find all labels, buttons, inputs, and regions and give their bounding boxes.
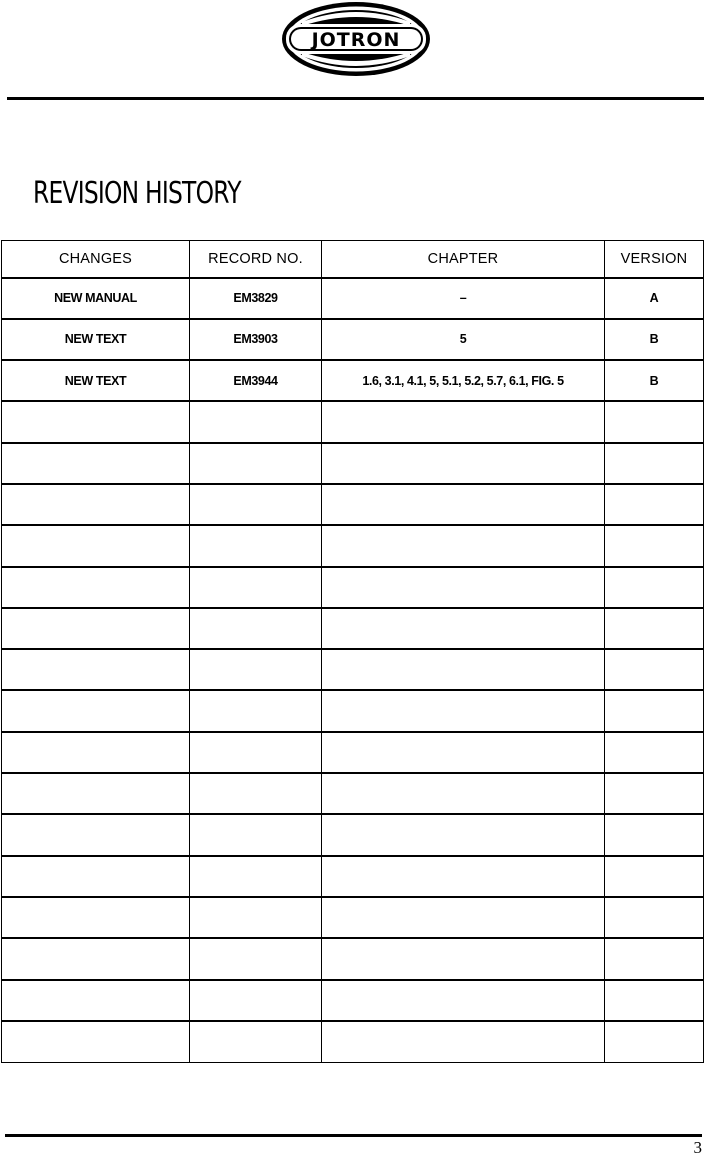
cell-record-no bbox=[190, 401, 322, 442]
table-row bbox=[2, 401, 704, 442]
column-header-changes: CHANGES bbox=[2, 241, 190, 278]
cell-chapter: – bbox=[322, 278, 605, 319]
cell-version bbox=[605, 649, 704, 690]
table-row bbox=[2, 360, 704, 401]
cell-record-no bbox=[190, 773, 322, 814]
cell-version bbox=[605, 1021, 704, 1062]
cell-chapter bbox=[322, 443, 605, 484]
cell-version: B bbox=[605, 319, 704, 360]
cell-version bbox=[605, 401, 704, 442]
table-row bbox=[2, 980, 704, 1021]
table-row bbox=[2, 443, 704, 484]
revision-table bbox=[1, 240, 704, 1063]
table-row bbox=[2, 278, 704, 319]
cell-record-no bbox=[190, 690, 322, 731]
cell-chapter bbox=[322, 1021, 605, 1062]
cell-changes bbox=[2, 897, 190, 938]
cell-record-no bbox=[190, 732, 322, 773]
column-header-version: VERSION bbox=[605, 241, 704, 278]
cell-version bbox=[605, 938, 704, 979]
cell-chapter bbox=[322, 567, 605, 608]
table-row bbox=[2, 897, 704, 938]
cell-record-no bbox=[190, 649, 322, 690]
table-row bbox=[2, 649, 704, 690]
cell-changes bbox=[2, 732, 190, 773]
cell-record-no bbox=[190, 443, 322, 484]
cell-changes bbox=[2, 980, 190, 1021]
cell-record-no bbox=[190, 567, 322, 608]
cell-record-no bbox=[190, 897, 322, 938]
footer-divider bbox=[5, 1134, 702, 1137]
cell-chapter bbox=[322, 814, 605, 855]
table-row bbox=[2, 773, 704, 814]
table-row bbox=[2, 814, 704, 855]
cell-record-no: EM3903 bbox=[190, 319, 322, 360]
cell-record-no bbox=[190, 856, 322, 897]
logo-text: JOTRON bbox=[311, 29, 401, 51]
cell-record-no bbox=[190, 980, 322, 1021]
cell-chapter bbox=[322, 649, 605, 690]
cell-changes: NEW MANUAL bbox=[2, 278, 190, 319]
cell-record-no: EM3829 bbox=[190, 278, 322, 319]
page-number: 3 bbox=[693, 1138, 702, 1157]
cell-changes: NEW TEXT bbox=[2, 360, 190, 401]
cell-chapter bbox=[322, 484, 605, 525]
column-header-chapter: CHAPTER bbox=[322, 241, 605, 278]
page-title: REVISION HISTORY bbox=[33, 176, 241, 211]
table-row bbox=[2, 856, 704, 897]
cell-version bbox=[605, 525, 704, 566]
cell-changes bbox=[2, 1021, 190, 1062]
cell-version bbox=[605, 484, 704, 525]
column-header-record-no: RECORD NO. bbox=[190, 241, 322, 278]
table-row bbox=[2, 567, 704, 608]
table-row bbox=[2, 484, 704, 525]
cell-version bbox=[605, 690, 704, 731]
table-row bbox=[2, 690, 704, 731]
cell-version bbox=[605, 608, 704, 649]
cell-version bbox=[605, 443, 704, 484]
table-row bbox=[2, 732, 704, 773]
cell-changes bbox=[2, 690, 190, 731]
cell-version bbox=[605, 773, 704, 814]
cell-chapter bbox=[322, 525, 605, 566]
cell-chapter bbox=[322, 980, 605, 1021]
cell-changes bbox=[2, 608, 190, 649]
table-row bbox=[2, 608, 704, 649]
cell-chapter bbox=[322, 608, 605, 649]
cell-record-no bbox=[190, 814, 322, 855]
cell-chapter bbox=[322, 690, 605, 731]
cell-chapter bbox=[322, 938, 605, 979]
cell-chapter bbox=[322, 732, 605, 773]
cell-changes bbox=[2, 567, 190, 608]
cell-changes bbox=[2, 525, 190, 566]
cell-version bbox=[605, 897, 704, 938]
cell-record-no bbox=[190, 525, 322, 566]
cell-record-no bbox=[190, 938, 322, 979]
jotron-logo bbox=[280, 0, 432, 78]
cell-version bbox=[605, 980, 704, 1021]
table-row bbox=[2, 938, 704, 979]
table-header-row bbox=[2, 241, 704, 278]
cell-changes bbox=[2, 814, 190, 855]
cell-changes: NEW TEXT bbox=[2, 319, 190, 360]
cell-chapter bbox=[322, 773, 605, 814]
cell-record-no: EM3944 bbox=[190, 360, 322, 401]
cell-version bbox=[605, 856, 704, 897]
cell-record-no bbox=[190, 1021, 322, 1062]
cell-version bbox=[605, 567, 704, 608]
cell-changes bbox=[2, 484, 190, 525]
table-row bbox=[2, 1021, 704, 1062]
table-row bbox=[2, 319, 704, 360]
cell-changes bbox=[2, 773, 190, 814]
header-divider bbox=[7, 97, 704, 100]
cell-chapter: 5 bbox=[322, 319, 605, 360]
cell-changes bbox=[2, 401, 190, 442]
cell-chapter bbox=[322, 401, 605, 442]
revision-table-body bbox=[2, 278, 704, 1063]
cell-changes bbox=[2, 938, 190, 979]
cell-changes bbox=[2, 856, 190, 897]
cell-version: B bbox=[605, 360, 704, 401]
cell-record-no bbox=[190, 608, 322, 649]
cell-chapter bbox=[322, 856, 605, 897]
table-row bbox=[2, 525, 704, 566]
cell-changes bbox=[2, 443, 190, 484]
cell-version bbox=[605, 732, 704, 773]
cell-changes bbox=[2, 649, 190, 690]
cell-version: A bbox=[605, 278, 704, 319]
cell-record-no bbox=[190, 484, 322, 525]
cell-version bbox=[605, 814, 704, 855]
cell-chapter: 1.6, 3.1, 4.1, 5, 5.1, 5.2, 5.7, 6.1, FIG. 5 bbox=[322, 360, 605, 401]
cell-chapter bbox=[322, 897, 605, 938]
